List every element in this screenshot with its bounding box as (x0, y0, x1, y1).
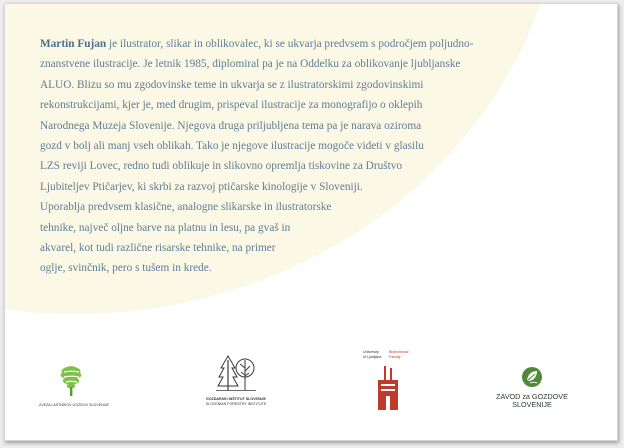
logo-caption: Faculty (389, 354, 401, 359)
green-tree-icon (56, 364, 86, 398)
bio-line: tehnike, največ oljne barve na platnu in lesu, pa gvaš in (40, 221, 291, 234)
artist-name: Martin Fujan (40, 38, 107, 50)
green-leaf-circle-icon (521, 366, 543, 388)
bio-line: Narodnega Muzeja Slovenije. Njegova druga priljubljena tema pa je narava oziroma (40, 119, 422, 132)
bio-line: znanstvene ilustracije. Je letnik 1985, diplomiral pa je na Oddelku za oblikovanje ljubljanske (40, 58, 461, 71)
logo-biotechnical-faculty (363, 350, 415, 414)
bio-line: gozd v bolj ali manj vseh oblikah. Tako je njegove ilustracije mogoče videti v glasilu (40, 140, 424, 153)
logo-caption: SLOVENIJE (512, 400, 552, 409)
logo-text-left (363, 350, 385, 359)
logo-zavod-za-gozdove (495, 366, 569, 409)
brochure-page (4, 3, 618, 441)
partner-logos (5, 344, 617, 440)
logo-caption: ZVEZA LASTNIKOV GOZDOV SLOVENIJE (39, 403, 109, 407)
bio-line: akvarel, kot tudi različne risarske tehnike, na primer (40, 242, 276, 255)
bio-line: Ljubiteljev Ptičarjev, ki skrbi za razvoj ptičarske kinologije v Sloveniji. (40, 180, 363, 193)
logo-text-right (389, 350, 413, 359)
logo-zveza-lastnikov-gozdov (39, 364, 109, 408)
trees-sketch-icon (216, 354, 256, 392)
logo-gozdarski-institut (197, 354, 275, 406)
bio-line: Uporablja predvsem klasične, analogne slikarske in ilustratorske (40, 201, 332, 214)
bio-line: oglje, svinčnik, pero s tušem in krede. (40, 262, 212, 275)
logo-caption: University (363, 350, 379, 354)
logo-caption: SLOVENIAN FORESTRY INSTITUTE (205, 401, 267, 406)
bio-line (40, 34, 600, 54)
artist-bio (40, 34, 600, 279)
logo-caption: ZAVOD za GOZDOVE (496, 392, 568, 401)
logo-caption: of Ljubljana (363, 354, 382, 359)
bio-line-text: je ilustrator, slikar in oblikovalec, ki se ukvarja predvsem s področjem poljudno- (106, 38, 474, 50)
bio-line: rekonstrukcijami, kjer je, med drugim, prispeval ilustracije za monografijo o oklepih (40, 99, 423, 112)
logo-caption: GOZDARSKI INŠTITUT SLOVENIJE (206, 397, 266, 401)
bio-line: LZS reviji Lovec, redno tudi oblikuje in slikovno opremlja tiskovine za Društvo (40, 160, 403, 173)
logo-caption: Biotechnical (389, 350, 409, 354)
university-building-icon (377, 366, 399, 410)
bio-line: ALUO. Blizu so mu zgodovinske teme in ukvarja se z ilustratorskimi zgodovinskimi (40, 78, 424, 91)
